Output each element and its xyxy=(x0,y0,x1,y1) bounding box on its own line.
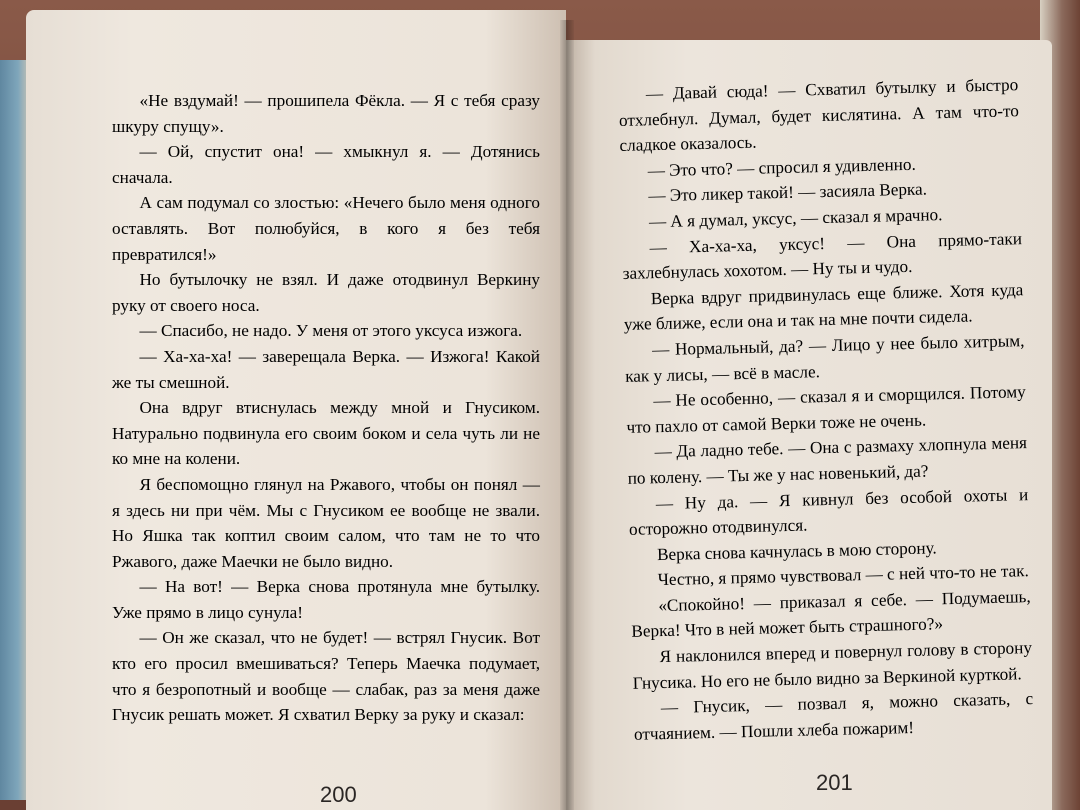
paragraph: — Ой, спустит она! — хмыкнул я. — Дотянись сначала. xyxy=(112,142,540,187)
paragraph: — Гнусик, — позвал я, можно сказать, с отчаянием. — Пошли хлеба пожарим! xyxy=(633,689,1034,744)
paragraph: — Нормальный, да? — Лицо у нее было хитрым, как у лисы, — всё в масле. xyxy=(624,331,1025,386)
paragraph: — Он же сказал, что не будет! — встрял Гнусик. Вот кто его просил вмешиваться? Теперь Маечка подумает, что я безропотный и вообще — слабак, раз за меня даже Гнусик решать может. Я схватил Верку за руку и сказал: xyxy=(112,628,540,725)
right-page-text xyxy=(618,72,1034,747)
paragraph: — На вот! — Верка снова протянула мне бутылку. Уже прямо в лицо сунула! xyxy=(112,577,540,622)
left-page-text xyxy=(112,88,540,728)
paragraph: Честно, я прямо чувствовал — с ней что-то не так. xyxy=(657,561,1030,590)
paragraph: — Спасибо, не надо. У меня от этого уксуса изжога. xyxy=(139,321,523,341)
paragraph: Она вдруг втиснулась между мной и Гнусиком. Натурально подвинула его своим боком и села чуть ли не ко мне на колени. xyxy=(112,398,540,469)
paragraph: — Да ладно тебе. — Она с размаху хлопнула меня по колену. — Ты же у нас новенький, да? xyxy=(627,433,1028,488)
page-number-right: 201 xyxy=(816,770,853,795)
paragraph: Верка вдруг придвинулась еще ближе. Хотя куда уже ближе, если она и так на мне почти сидела. xyxy=(623,279,1024,335)
paragraph: — А я думал, уксус, — сказал я мрачно. xyxy=(648,205,943,232)
paragraph: — Ну да. — Я кивнул без особой охоты и осторожно отодвинулся. xyxy=(628,484,1029,539)
page-number-left: 200 xyxy=(320,782,357,807)
paragraph: Но бутылочку не взял. И даже отодвинул Веркину руку от своего носа. xyxy=(112,270,540,315)
paragraph: — Это что? — спросил я удивленно. xyxy=(647,154,916,181)
paragraph: — Давай сюда! — Схватил бутылку и быстро отхлебнул. Думал, будет кислятина. А там что-то сладкое оказалось. xyxy=(618,75,1020,156)
paragraph: — Ха-ха-ха, уксус! — Она прямо-таки захлебнулась хохотом. — Ну ты и чудо. xyxy=(622,228,1023,284)
paragraph: Я наклонился вперед и повернул голову в сторону Гнусика. Но его не было видно за Веркиной курткой. xyxy=(632,638,1033,693)
paragraph: Я беспомощно глянул на Ржавого, чтобы он понял — я здесь ни при чём. Мы с Гнусиком ее вообще не звали. Но Яшка так коптил своим салом, что там не то что Ржавого, даже Маечки не было видно. xyxy=(112,474,540,571)
book-gutter xyxy=(560,20,574,810)
paragraph: — Ха-ха-ха! — заверещала Верка. — Изжога! Какой же ты смешной. xyxy=(112,346,540,392)
paragraph: — Не особенно, — сказал я и сморщился. Потому что пахло от самой Верки тоже не очень. xyxy=(626,382,1026,437)
paragraph: А сам подумал со злостью: «Нечего было меня одного оставлять. Вот полюбуйся, в кого я без тебя превратился!» xyxy=(112,193,540,264)
paragraph: «Не вздумай! — прошипела Фёкла. — Я с тебя сразу шкуру спущу». xyxy=(112,91,540,136)
paragraph: — Это ликер такой! — засияла Верка. xyxy=(648,179,928,206)
paragraph: «Спокойно! — приказал я себе. — Подумаешь, Верка! Что в ней может быть страшного?» xyxy=(631,586,1031,642)
paragraph: Верка снова качнулась в мою сторону. xyxy=(656,538,937,564)
